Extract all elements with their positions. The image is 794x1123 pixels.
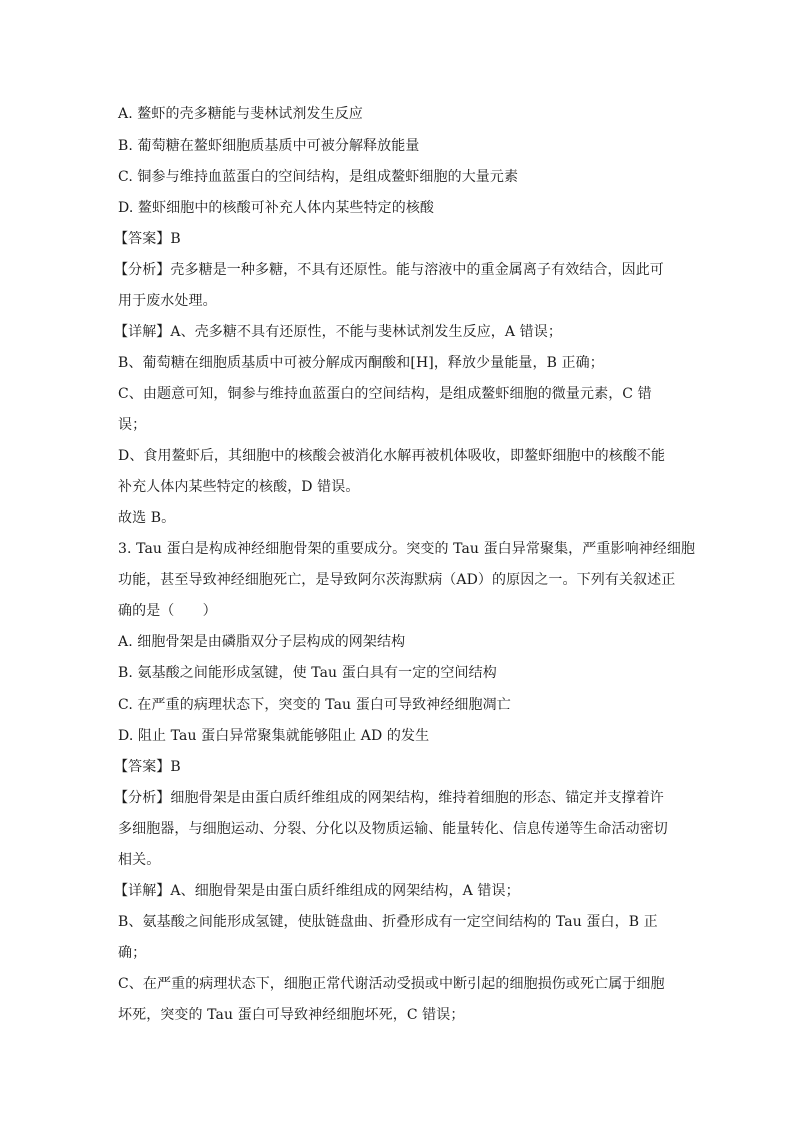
q2-detail-line-6: 补充人体内某些特定的核酸，D 错误。: [118, 479, 360, 495]
q2-analysis-line-2: 用于废水处理。: [118, 293, 217, 309]
q3-stem-line-3: 确的是（ ）: [118, 603, 217, 619]
q3-analysis-line-1: 【分析】细胞骨架是由蛋白质纤维组成的网架结构，维持着细胞的形态、锚定并支撑着许: [114, 790, 664, 806]
q2-detail-line-2: B、葡萄糖在细胞质基质中可被分解成丙酮酸和[H]，释放少量能量，B 正确；: [118, 355, 604, 371]
q2-detail-line-5: D、食用鳌虾后，其细胞中的核酸会被消化水解再被机体吸收，即鳌虾细胞中的核酸不能: [118, 448, 666, 464]
q2-detail-line-1: 【详解】A、壳多糖不具有还原性，不能与斐林试剂发生反应，A 错误；: [114, 324, 562, 340]
q3-option-c: C. 在严重的病理状态下，突变的 Tau 蛋白可导致神经细胞凋亡: [118, 697, 511, 713]
q2-detail-line-3: C、由题意可知，铜参与维持血蓝蛋白的空间结构，是组成鳌虾细胞的微量元素，C 错: [118, 386, 652, 402]
q3-detail-line-4: C、在严重的病理状态下，细胞正常代谢活动受损或中断引起的细胞损伤或死亡属于细胞: [118, 976, 665, 992]
q3-detail-line-2: B、氨基酸之间能形成氢键，使肽链盘曲、折叠形成有一定空间结构的 Tau 蛋白，B 正: [118, 914, 658, 930]
q3-analysis-line-2: 多细胞器，与细胞运动、分裂、分化以及物质运输、能量转化、信息传递等生命活动密切: [118, 821, 668, 837]
q3-detail-line-3: 确；: [118, 945, 147, 961]
q2-answer: 【答案】B: [114, 231, 181, 247]
q2-conclusion: 故选 B。: [118, 510, 176, 526]
q3-option-a: A. 细胞骨架是由磷脂双分子层构成的网架结构: [118, 634, 406, 650]
q2-option-d: D. 鳌虾细胞中的核酸可补充人体内某些特定的核酸: [118, 200, 435, 216]
q3-stem-line-1: 3. Tau 蛋白是构成神经细胞骨架的重要成分。突变的 Tau 蛋白异常聚集，严重影响神经细胞: [118, 541, 696, 557]
q3-stem-line-2: 功能，甚至导致神经细胞死亡，是导致阿尔茨海默病（AD）的原因之一。下列有关叙述正: [118, 572, 676, 588]
q2-option-c: C. 铜参与维持血蓝蛋白的空间结构，是组成鳌虾细胞的大量元素: [118, 169, 519, 185]
q3-analysis-line-3: 相关。: [118, 852, 161, 868]
q3-answer: 【答案】B: [114, 759, 181, 775]
q2-detail-line-4: 误；: [118, 417, 147, 433]
q3-option-d: D. 阻止 Tau 蛋白异常聚集就能够阻止 AD 的发生: [118, 728, 430, 744]
q2-option-b: B. 葡萄糖在鳌虾细胞质基质中可被分解释放能量: [118, 138, 420, 154]
q3-detail-line-5: 坏死，突变的 Tau 蛋白可导致神经细胞坏死，C 错误；: [118, 1007, 465, 1023]
q3-option-b: B. 氨基酸之间能形成氢键，使 Tau 蛋白具有一定的空间结构: [118, 665, 497, 681]
q3-detail-line-1: 【详解】A、细胞骨架是由蛋白质纤维组成的网架结构，A 错误；: [114, 883, 520, 899]
q2-analysis-line-1: 【分析】壳多糖是一种多糖，不具有还原性。能与溶液中的重金属离子有效结合，因此可: [114, 262, 664, 278]
q2-option-a: A. 鳌虾的壳多糖能与斐林试剂发生反应: [118, 106, 363, 122]
